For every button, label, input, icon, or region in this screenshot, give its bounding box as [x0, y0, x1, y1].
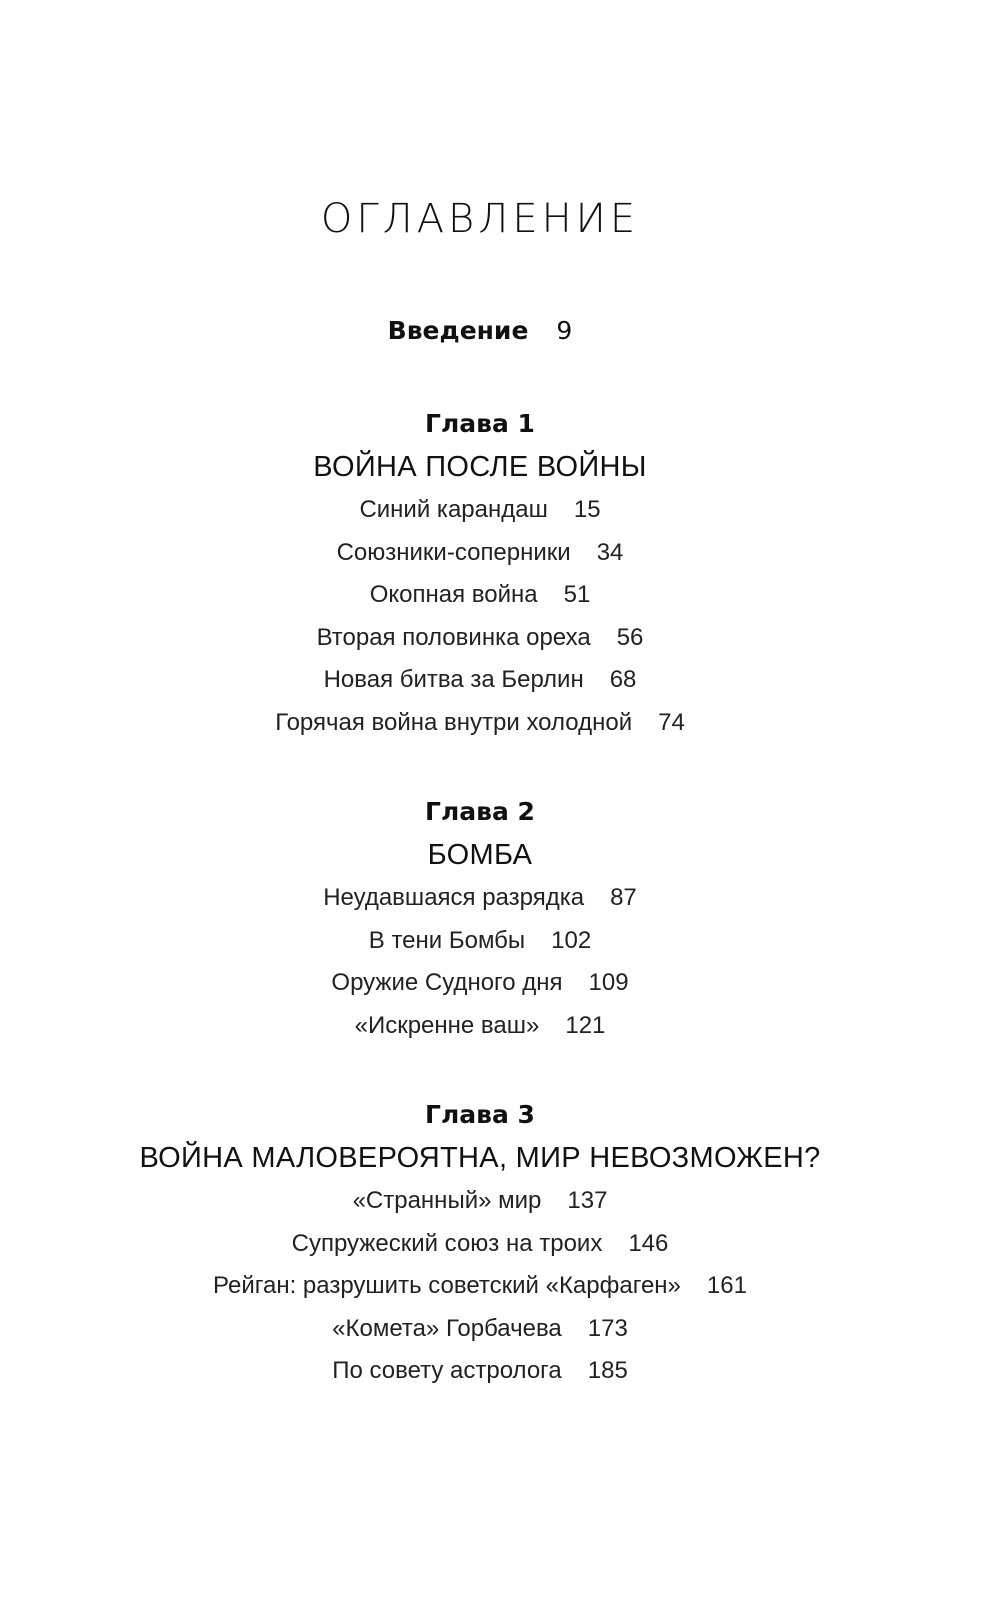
entry-page: 74: [658, 708, 685, 736]
toc-entry[interactable]: [0, 574, 960, 617]
toc-entry-intro[interactable]: [0, 316, 960, 345]
entry-page: 109: [588, 969, 629, 997]
entry-page: 51: [563, 581, 591, 609]
entry-label: Вторая половинка ореха: [316, 623, 591, 651]
entry-page: 121: [565, 1011, 606, 1039]
entry-label: Новая битва за Берлин: [323, 666, 584, 694]
toc-entry[interactable]: [0, 1223, 960, 1266]
entry-label: Введение: [387, 316, 529, 345]
toc-entry[interactable]: [0, 1265, 960, 1308]
toc-entry[interactable]: [0, 532, 960, 575]
toc-entry[interactable]: [0, 877, 960, 920]
toc-entry[interactable]: [0, 920, 960, 963]
chapter-label: Глава 2: [425, 797, 535, 826]
entry-label: Синий карандаш: [359, 496, 548, 523]
chapter-title: ВОЙНА ПОСЛЕ ВОЙНЫ: [313, 451, 647, 483]
entry-label: «Странный» мир: [352, 1187, 542, 1214]
entry-label: Рейган: разрушить советский «Карфаген»: [213, 1272, 681, 1300]
toc-entry[interactable]: [0, 1005, 960, 1048]
entry-label: Неудавшаяся разрядка: [323, 884, 585, 911]
chapter-title: БОМБА: [427, 839, 533, 871]
toc-entry[interactable]: [0, 1308, 960, 1351]
toc-entry[interactable]: [0, 1350, 960, 1393]
page-title: ОГЛАВЛЕНИЕ: [320, 196, 640, 242]
entry-page: 161: [706, 1272, 747, 1300]
entry-page: 146: [628, 1229, 669, 1257]
entry-page: 9: [556, 316, 573, 345]
chapter-label: Глава 1: [425, 409, 535, 438]
entry-label: Оружие Судного дня: [331, 969, 563, 997]
entry-label: По совету астролога: [332, 1357, 562, 1385]
chapter-2: [0, 791, 960, 1047]
chapter-label: Глава 3: [425, 1100, 535, 1129]
toc-entry[interactable]: [0, 489, 960, 532]
toc-entry[interactable]: [0, 962, 960, 1005]
entry-label: «Комета» Горбачева: [332, 1314, 562, 1342]
entry-page: 137: [567, 1187, 608, 1214]
entry-label: Окопная война: [369, 581, 538, 609]
entry-label: «Искренне ваш»: [354, 1011, 540, 1039]
entry-page: 185: [587, 1357, 628, 1385]
toc-entry[interactable]: [0, 659, 960, 702]
entry-page: 102: [551, 926, 592, 954]
entry-page: 87: [610, 884, 637, 911]
entry-label: Горячая война внутри холодной: [275, 708, 633, 736]
entry-page: 15: [573, 496, 601, 523]
toc-entry[interactable]: [0, 702, 960, 745]
chapter-title: ВОЙНА МАЛОВЕРОЯТНА, МИР НЕВОЗМОЖЕН?: [139, 1142, 821, 1174]
entry-page: 68: [609, 666, 637, 694]
entry-page: 173: [587, 1314, 628, 1342]
chapter-1: [0, 403, 960, 745]
entry-page: 34: [596, 538, 624, 566]
entry-label: Союзники-соперники: [336, 538, 571, 566]
toc-entry[interactable]: [0, 617, 960, 660]
entry-page: 56: [616, 623, 644, 651]
entry-label: Супружеский союз на троих: [291, 1229, 603, 1257]
toc-entry[interactable]: [0, 1180, 960, 1223]
entry-label: В тени Бомбы: [368, 926, 526, 954]
chapter-3: [0, 1094, 960, 1393]
